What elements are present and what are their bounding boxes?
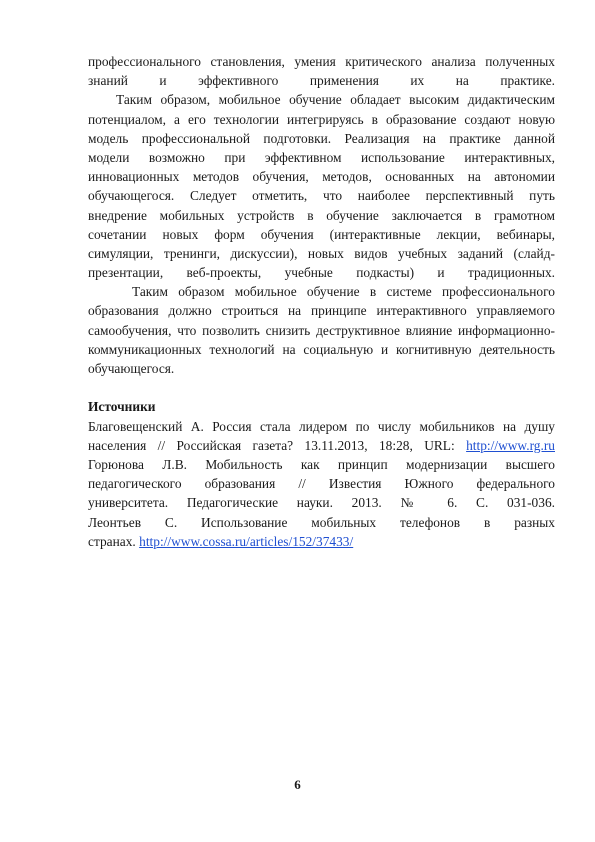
body-line: модели возможно при эффективном использование интерактивных,: [88, 149, 555, 165]
body-line: образования должно строиться на принципе интерактивного управляемого: [88, 303, 555, 319]
body-line: модель профессиональной подготовки. Реализация на практике данной: [88, 130, 555, 146]
source-entry-line: Благовещенский А. Россия стала лидером по числу мобильников на душу: [88, 418, 555, 434]
source-entry-line: Горюнова Л.В. Мобильность как принцип модернизации высшего: [88, 456, 555, 472]
source-entry-line: [88, 436, 555, 455]
body-line: потенциалом, а его технологии интегрируясь в образование создают новую: [88, 111, 555, 127]
body-line: инновационных методов обучения, методов, основанных на автономии: [88, 169, 555, 185]
body-line: Таким образом, мобильное обучение обладает высоким дидактическим: [116, 92, 555, 108]
sources-heading: Источники: [88, 399, 156, 415]
source-entry-line: [88, 532, 555, 551]
source-entry-line: педагогического образования // Известия Южного федерального: [88, 476, 555, 492]
body-line: самообучения, что позволить снизить деструктивное влияние информационно-: [88, 322, 555, 338]
source-entry-text: населения // Российская газета? 13.11.2013, 18:28, URL:: [88, 437, 455, 453]
body-line: Таким образом мобильное обучение в системе профессионального: [132, 284, 555, 300]
source-entry-line: университета. Педагогические науки. 2013. № 6. С. 031-036.: [88, 495, 555, 511]
document-page: [88, 52, 555, 551]
source-link-cossa[interactable]: http://www.cossa.ru/articles/152/37433/: [139, 533, 354, 549]
body-line: коммуникационных технологий на социальную и когнитивную деятельность: [88, 341, 555, 357]
page-number: 6: [294, 777, 301, 792]
body-line: обучающегося.: [88, 361, 175, 376]
body-line: обучающегося. Следует отметить, что наиболее перспективный путь: [88, 188, 555, 204]
body-line: знаний и эффективного применения их на практике.: [88, 73, 555, 89]
source-entry-text: странах.: [88, 533, 136, 549]
body-line: профессионального становления, умения критического анализа полученных: [88, 54, 555, 69]
body-line: презентации, веб-проекты, учебные подкасты) и традиционных.: [88, 265, 555, 281]
paragraph-gap: [88, 378, 555, 397]
source-link-rg[interactable]: http://www.rg.ru: [466, 437, 555, 453]
body-line: симуляции, тренинги, дискуссии), новых видов учебных заданий (слайд-: [88, 245, 555, 261]
source-entry-line: Леонтьев С. Использование мобильных телефонов в разных: [88, 514, 555, 530]
body-line: сочетании новых форм обучения (интерактивные лекции, вебинары,: [88, 226, 555, 242]
body-line: внедрение мобильных устройств в обучение заключается в грамотном: [88, 207, 555, 223]
